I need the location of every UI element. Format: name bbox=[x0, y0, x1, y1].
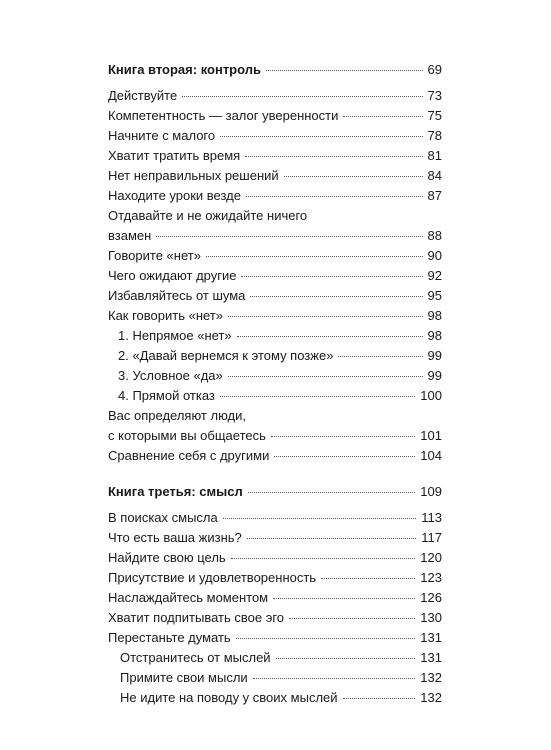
toc-entry: Компетентность — залог уверенности 75 bbox=[108, 108, 442, 123]
toc-subentry: 1. Непрямое «нет» 98 bbox=[118, 328, 442, 343]
toc-subentry: 4. Прямой отказ 100 bbox=[118, 388, 442, 403]
toc-entry-line1: Вас определяют люди, bbox=[108, 408, 247, 423]
toc-entry: Чего ожидают другие 92 bbox=[108, 268, 442, 283]
toc-entry: Нет неправильных решений 84 bbox=[108, 168, 442, 183]
toc-subentry: Примите свои мысли 132 bbox=[120, 670, 442, 685]
table-of-contents bbox=[108, 60, 442, 708]
toc-entry: Что есть ваша жизнь? 117 bbox=[108, 530, 442, 545]
toc-entry: Перестаньте думать 131 bbox=[108, 630, 442, 645]
toc-entry: Хватит подпитывать свое эго 130 bbox=[108, 610, 442, 625]
toc-subentry: Не идите на поводу у своих мыслей 132 bbox=[120, 690, 442, 705]
toc-entry: В поисках смысла 113 bbox=[108, 510, 442, 525]
toc-entry-line1: Отдавайте и не ожидайте ничего bbox=[108, 208, 308, 223]
leader-dots bbox=[248, 492, 416, 493]
toc-subentry: Отстранитесь от мыслей 131 bbox=[120, 650, 442, 665]
toc-entry: Начните с малого 78 bbox=[108, 128, 442, 143]
toc-entry: Хватит тратить время 81 bbox=[108, 148, 442, 163]
toc-entry: Говорите «нет» 90 bbox=[108, 248, 442, 263]
toc-entry: Как говорить «нет» 98 bbox=[108, 308, 442, 323]
toc-entry: с которыми вы общаетесь 101 bbox=[108, 428, 442, 443]
toc-entry: Наслаждайтесь моментом 126 bbox=[108, 590, 442, 605]
toc-heading-book-two: Книга вторая: контроль 69 bbox=[108, 62, 442, 77]
toc-subentry: 3. Условное «да» 99 bbox=[118, 368, 442, 383]
toc-entry: Действуйте 73 bbox=[108, 88, 442, 103]
leader-dots bbox=[266, 70, 423, 71]
toc-entry: взамен 88 bbox=[108, 228, 442, 243]
toc-entry: Сравнение себя с другими 104 bbox=[108, 448, 442, 463]
toc-heading-book-three: Книга третья: смысл 109 bbox=[108, 484, 442, 499]
toc-entry: Избавляйтесь от шума 95 bbox=[108, 288, 442, 303]
toc-entry: Найдите свою цель 120 bbox=[108, 550, 442, 565]
toc-entry: Присутствие и удовлетворенность 123 bbox=[108, 570, 442, 585]
toc-entry: Находите уроки везде 87 bbox=[108, 188, 442, 203]
toc-subentry: 2. «Давай вернемся к этому позже» 99 bbox=[118, 348, 442, 363]
